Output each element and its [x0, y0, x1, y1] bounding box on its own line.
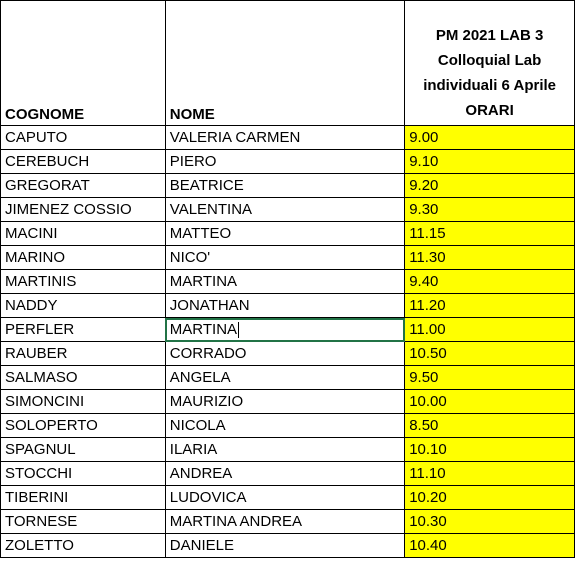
cell-orario[interactable]: 10.10 — [405, 438, 575, 462]
cell-cognome[interactable]: ZOLETTO — [1, 534, 166, 558]
cell-orario[interactable]: 9.10 — [405, 150, 575, 174]
cell-orario[interactable]: 9.50 — [405, 366, 575, 390]
cell-nome[interactable]: NICOLA — [165, 414, 404, 438]
cell-cognome[interactable]: TORNESE — [1, 510, 166, 534]
header-orari-line1: PM 2021 LAB 3 — [435, 27, 544, 44]
cell-nome[interactable]: ANGELA — [165, 366, 404, 390]
cell-cognome[interactable]: CAPUTO — [1, 126, 166, 150]
cell-nome[interactable]: ANDREA — [165, 462, 404, 486]
header-orari[interactable] — [405, 1, 575, 126]
cell-nome[interactable] — [165, 318, 404, 342]
cell-cognome[interactable]: SALMASO — [1, 366, 166, 390]
cell-orario[interactable]: 10.40 — [405, 534, 575, 558]
table-row — [1, 270, 575, 294]
cell-cognome[interactable]: SPAGNUL — [1, 438, 166, 462]
cell-orario[interactable]: 10.30 — [405, 510, 575, 534]
cell-cognome[interactable]: NADDY — [1, 294, 166, 318]
table-row — [1, 510, 575, 534]
cell-nome[interactable]: LUDOVICA — [165, 486, 404, 510]
cell-cognome[interactable]: JIMENEZ COSSIO — [1, 198, 166, 222]
text-cursor — [238, 322, 239, 338]
header-cognome[interactable]: COGNOME — [1, 1, 166, 126]
cell-orario[interactable]: 9.40 — [405, 270, 575, 294]
header-nome[interactable]: NOME — [165, 1, 404, 126]
cell-orario[interactable]: 9.20 — [405, 174, 575, 198]
header-orari-line3: individuali 6 Aprile — [423, 77, 556, 94]
cell-nome[interactable]: CORRADO — [165, 342, 404, 366]
cell-orario[interactable]: 10.20 — [405, 486, 575, 510]
cell-orario[interactable]: 11.00 — [405, 318, 575, 342]
header-orari-line2: Colloquial Lab — [437, 52, 542, 69]
cell-nome[interactable]: VALERIA CARMEN — [165, 126, 404, 150]
cell-nome[interactable]: NICO' — [165, 246, 404, 270]
table-row — [1, 366, 575, 390]
table-row — [1, 390, 575, 414]
cell-nome-text: MARTINA — [169, 321, 238, 338]
cell-nome[interactable]: MATTEO — [165, 222, 404, 246]
cell-cognome[interactable]: CEREBUCH — [1, 150, 166, 174]
cell-orario[interactable]: 9.30 — [405, 198, 575, 222]
table-row — [1, 174, 575, 198]
cell-nome[interactable]: ILARIA — [165, 438, 404, 462]
cell-orario[interactable]: 11.20 — [405, 294, 575, 318]
cell-orario[interactable]: 10.50 — [405, 342, 575, 366]
cell-nome[interactable]: MAURIZIO — [165, 390, 404, 414]
cell-nome[interactable]: MARTINA — [165, 270, 404, 294]
cell-nome[interactable]: DANIELE — [165, 534, 404, 558]
header-row — [1, 1, 575, 126]
table-row — [1, 150, 575, 174]
cell-cognome[interactable]: SOLOPERTO — [1, 414, 166, 438]
cell-cognome[interactable]: STOCCHI — [1, 462, 166, 486]
table-row — [1, 126, 575, 150]
cell-orario[interactable]: 9.00 — [405, 126, 575, 150]
table-row — [1, 342, 575, 366]
table-row — [1, 414, 575, 438]
cell-cognome[interactable]: SIMONCINI — [1, 390, 166, 414]
cell-cognome[interactable]: PERFLER — [1, 318, 166, 342]
table-row — [1, 438, 575, 462]
cell-nome[interactable]: VALENTINA — [165, 198, 404, 222]
table-row — [1, 294, 575, 318]
cell-orario[interactable]: 11.30 — [405, 246, 575, 270]
table-row — [1, 246, 575, 270]
cell-orario[interactable]: 10.00 — [405, 390, 575, 414]
table-row — [1, 486, 575, 510]
cell-cognome[interactable]: MARINO — [1, 246, 166, 270]
cell-cognome[interactable]: MARTINIS — [1, 270, 166, 294]
cell-cognome[interactable]: MACINI — [1, 222, 166, 246]
header-orari-line4: ORARI — [465, 102, 514, 119]
cell-nome[interactable]: PIERO — [165, 150, 404, 174]
table-row — [1, 222, 575, 246]
table-row — [1, 534, 575, 558]
cell-cognome[interactable]: TIBERINI — [1, 486, 166, 510]
cell-orario[interactable]: 8.50 — [405, 414, 575, 438]
table-row — [1, 462, 575, 486]
table-row — [1, 318, 575, 342]
cell-orario[interactable]: 11.10 — [405, 462, 575, 486]
table-row — [1, 198, 575, 222]
cell-nome[interactable]: JONATHAN — [165, 294, 404, 318]
cell-cognome[interactable]: GREGORAT — [1, 174, 166, 198]
cell-nome[interactable]: BEATRICE — [165, 174, 404, 198]
cell-orario[interactable]: 11.15 — [405, 222, 575, 246]
cell-nome[interactable]: MARTINA ANDREA — [165, 510, 404, 534]
cell-cognome[interactable]: RAUBER — [1, 342, 166, 366]
